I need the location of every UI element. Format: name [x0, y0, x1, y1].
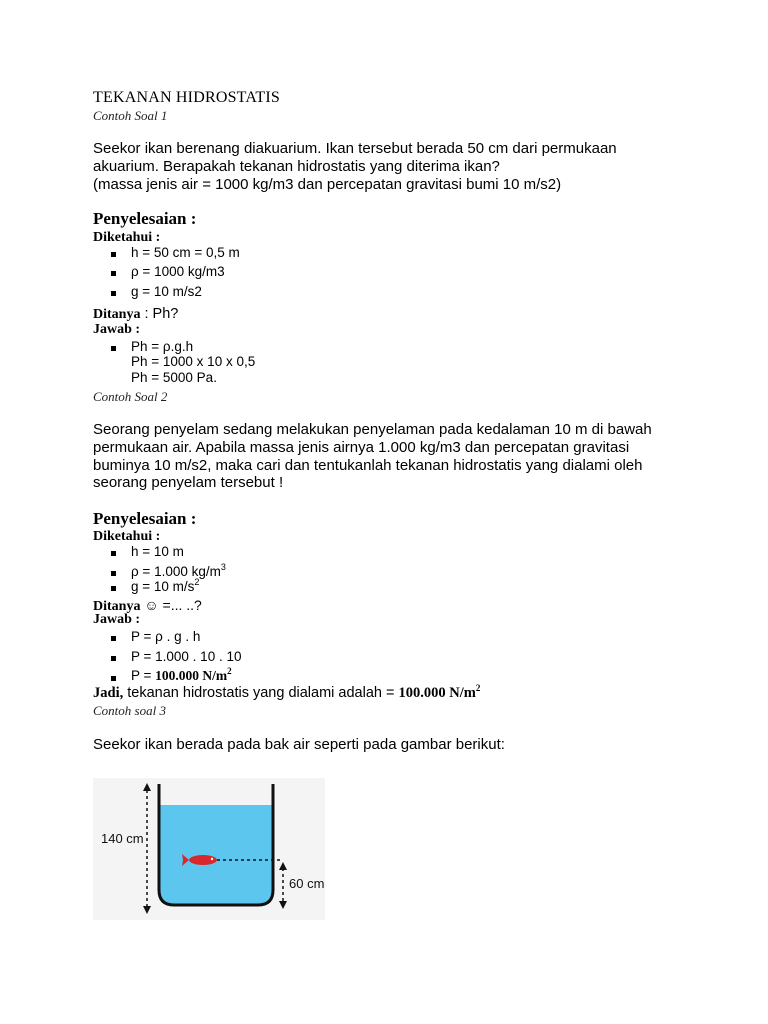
soal2-answer-line3: [131, 668, 232, 684]
soal1-diketahui-label: Diketahui :: [93, 230, 161, 245]
soal2-answer-line1: P = ρ . g . h: [131, 629, 201, 644]
bullet-marker: [111, 571, 116, 576]
soal3-question: Seekor ikan berada pada bak air seperti pada gambar berikut:: [93, 736, 505, 753]
bullet-marker: [111, 656, 116, 661]
bullet-marker: [111, 346, 116, 351]
soal2-question-line3: buminya 10 m/s2, maka cari dan tentukanlah tekanan hidrostatis yang dialami oleh: [93, 457, 643, 474]
soal1-known-g: g = 10 m/s2: [131, 284, 202, 299]
soal1-penyelesaian-heading: Penyelesaian :: [93, 209, 197, 228]
bullet-marker: [111, 551, 116, 556]
soal1-answer-line2: Ph = 1000 x 10 x 0,5: [131, 354, 256, 369]
bullet-marker: [111, 676, 116, 681]
soal2-conclusion-text: tekanan hidrostatis yang dialami adalah =: [123, 685, 399, 701]
soal2-conclusion: [93, 685, 480, 702]
soal1-answer-line3: Ph = 5000 Pa.: [131, 370, 217, 385]
soal2-jawab-label: Jawab :: [93, 612, 141, 627]
soal2-penyelesaian-heading: Penyelesaian :: [93, 509, 197, 528]
soal1-question-line1: Seekor ikan berenang diakuarium. Ikan tersebut berada 50 cm dari permukaan: [93, 140, 617, 157]
soal2-answer-line3-exponent: 2: [227, 666, 232, 676]
soal2-known-g-base: g = 10 m/s: [131, 579, 195, 594]
soal2-known-rho: [131, 564, 226, 579]
soal2-answer-line3-prefix: P =: [131, 668, 156, 683]
soal2-question-line2: permukaan air. Apabila massa jenis airnya 1.000 kg/m3 dan percepatan gravitasi: [93, 439, 630, 456]
bullet-marker: [111, 291, 116, 296]
soal2-known-rho-base: ρ = 1.000 kg/m: [131, 564, 221, 579]
soal3-label: Contoh soal 3: [93, 703, 166, 718]
bullet-marker: [111, 636, 116, 641]
soal1-ditanya-value: : Ph?: [140, 306, 179, 322]
bullet-marker: [111, 252, 116, 257]
tank-water: [159, 805, 273, 905]
soal2-known-rho-exponent: 3: [220, 562, 226, 572]
soal2-answer-line2: P = 1.000 . 10 . 10: [131, 649, 242, 664]
bullet-marker: [111, 586, 116, 591]
soal2-conclusion-value: 100.000 N/m: [398, 685, 476, 701]
soal1-known-rho: ρ = 1000 kg/m3: [131, 264, 225, 279]
tank-figure: [93, 778, 325, 920]
soal2-question-line1: Seorang penyelam sedang melakukan penyelaman pada kedalaman 10 m di bawah: [93, 421, 652, 438]
soal1-ditanya-label: Ditanya: [93, 307, 141, 322]
soal1-jawab-label: Jawab :: [93, 322, 141, 337]
height-label: 60 cm: [289, 876, 325, 891]
soal2-known-h: h = 10 m: [131, 544, 184, 559]
soal1-answer-line1: Ph = ρ.g.h: [131, 339, 194, 354]
soal2-diketahui-label: Diketahui :: [93, 529, 161, 544]
depth-label: 140 cm: [101, 831, 144, 846]
soal1-question-line3: (massa jenis air = 1000 kg/m3 dan percepatan gravitasi bumi 10 m/s2): [93, 176, 562, 193]
soal1-question-line2: akuarium. Berapakah tekanan hidrostatis yang diterima ikan?: [93, 158, 500, 175]
soal2-answer-line3-value: 100.000 N/m: [155, 668, 228, 683]
soal1-ditanya-row: [93, 305, 178, 323]
soal2-conclusion-jadi: Jadi,: [93, 685, 124, 701]
soal2-ditanya-label: Ditanya: [93, 599, 141, 614]
document-title: TEKANAN HIDROSTATIS: [93, 89, 280, 106]
soal2-conclusion-exponent: 2: [475, 683, 481, 693]
soal2-label: Contoh Soal 2: [93, 389, 168, 404]
soal2-known-g: [131, 579, 199, 594]
soal2-question-line4: seorang penyelam tersebut !: [93, 474, 284, 491]
soal2-ditanya-value: ☺ =... ..?: [140, 597, 202, 613]
soal1-known-h: h = 50 cm = 0,5 m: [131, 245, 240, 260]
soal2-known-g-exponent: 2: [194, 577, 200, 587]
soal1-label: Contoh Soal 1: [93, 108, 168, 123]
bullet-marker: [111, 271, 116, 276]
